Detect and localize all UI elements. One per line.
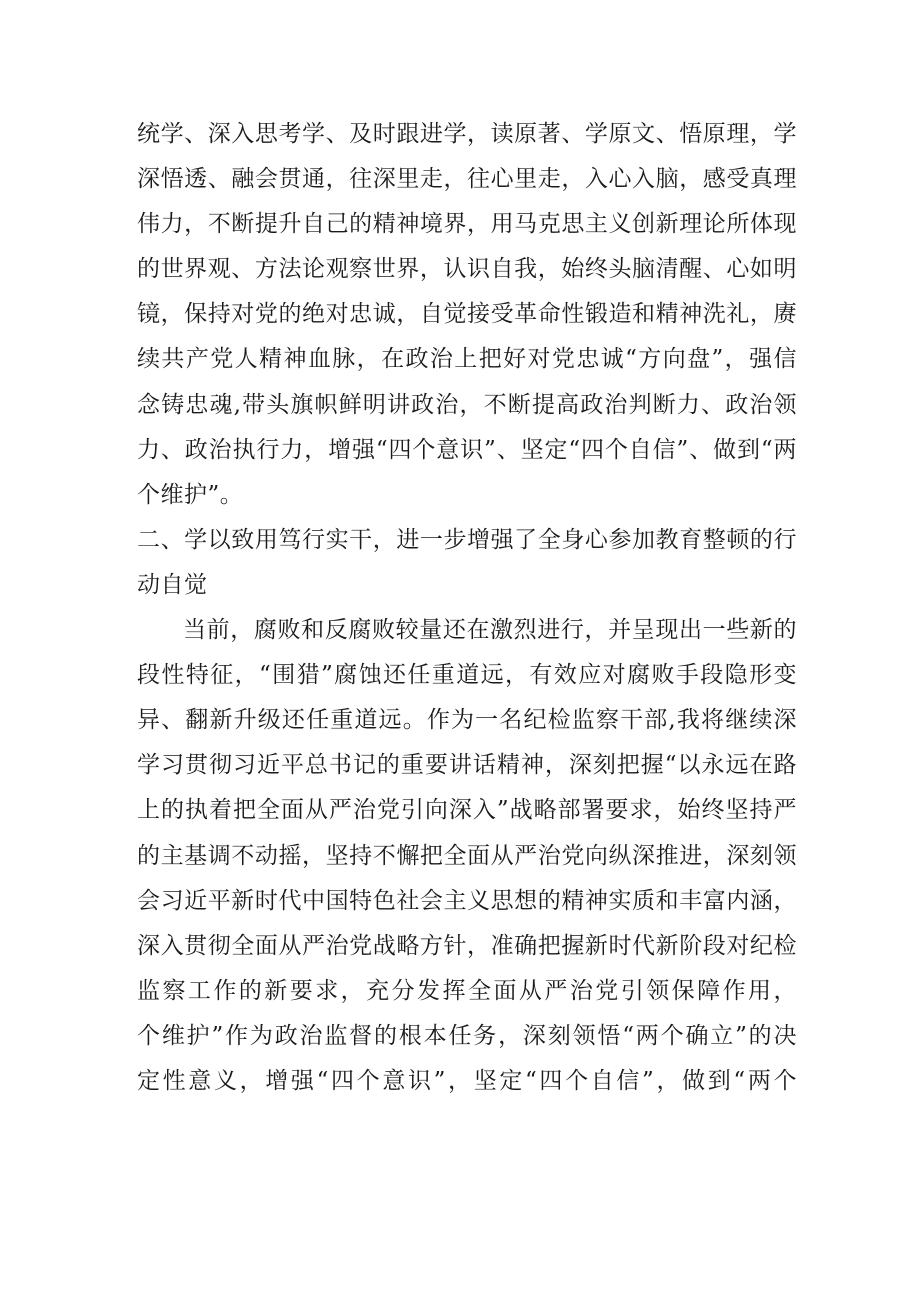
text-line: 上的执着把全面从严治党引向深入”战略部署要求，始终坚持严 — [137, 797, 797, 824]
text-line: 个维护”作为政治监督的根本任务，深刻领悟“两个确立”的决 — [137, 1022, 797, 1049]
text-line: 二、学以致用笃行实干，进一步增强了全身心参加教育整顿的行 — [137, 526, 797, 553]
text-line: 续共产党人精神血脉，在政治上把好对党忠诚“方向盘”，强信 — [137, 346, 797, 373]
text-line: 伟力，不断提升自己的精神境界，用马克思主义创新理论所体现 — [137, 211, 797, 238]
text-line: 异、翻新升级还任重道远。作为一名纪检监察干部,我将继续深 — [137, 707, 797, 734]
text-line: 深入贯彻全面从严治党战略方针，准确把握新时代新阶段对纪检 — [137, 932, 797, 959]
text-line: 个维护”。 — [137, 481, 244, 508]
text-line: 学习贯彻习近平总书记的重要讲话精神，深刻把握“以永远在路 — [137, 752, 797, 779]
text-line: 会习近平新时代中国特色社会主义思想的精神实质和丰富内涵， — [137, 887, 797, 914]
text-line: 的世界观、方法论观察世界，认识自我，始终头脑清醒、心如明 — [137, 256, 797, 283]
text-line: 统学、深入思考学、及时跟进学，读原著、学原文、悟原理，学 — [137, 121, 797, 147]
document-body-text — [137, 112, 797, 1104]
text-line: 力、政治执行力，增强“四个意识”、坚定“四个自信”、做到“两 — [137, 436, 797, 463]
text-line: 段性特征，“围猎”腐蚀还任重道远，有效应对腐败手段隐形变 — [137, 662, 797, 689]
text-line: 念铸忠魂,带头旗帜鲜明讲政治，不断提高政治判断力、政治领 — [137, 391, 797, 418]
text-line: 的主基调不动摇，坚持不懈把全面从严治党向纵深推进，深刻领 — [137, 842, 797, 869]
paragraph-first-line: 当前，腐败和反腐败较量还在激烈进行，并呈现出一些新的 — [183, 617, 797, 644]
text-line: 镜，保持对党的绝对忠诚，自觉接受革命性锻造和精神洗礼，赓 — [137, 301, 797, 328]
text-line: 深悟透、融会贯通，往深里走，往心里走，入心入脑，感受真理 — [137, 166, 797, 193]
text-line: 动自觉 — [137, 571, 208, 598]
text-line: 监察工作的新要求，充分发挥全面从严治党引领保障作用， — [137, 977, 797, 1004]
text-line: 定性意义，增强“四个意识”，坚定“四个自信”，做到“两个 — [137, 1067, 797, 1094]
